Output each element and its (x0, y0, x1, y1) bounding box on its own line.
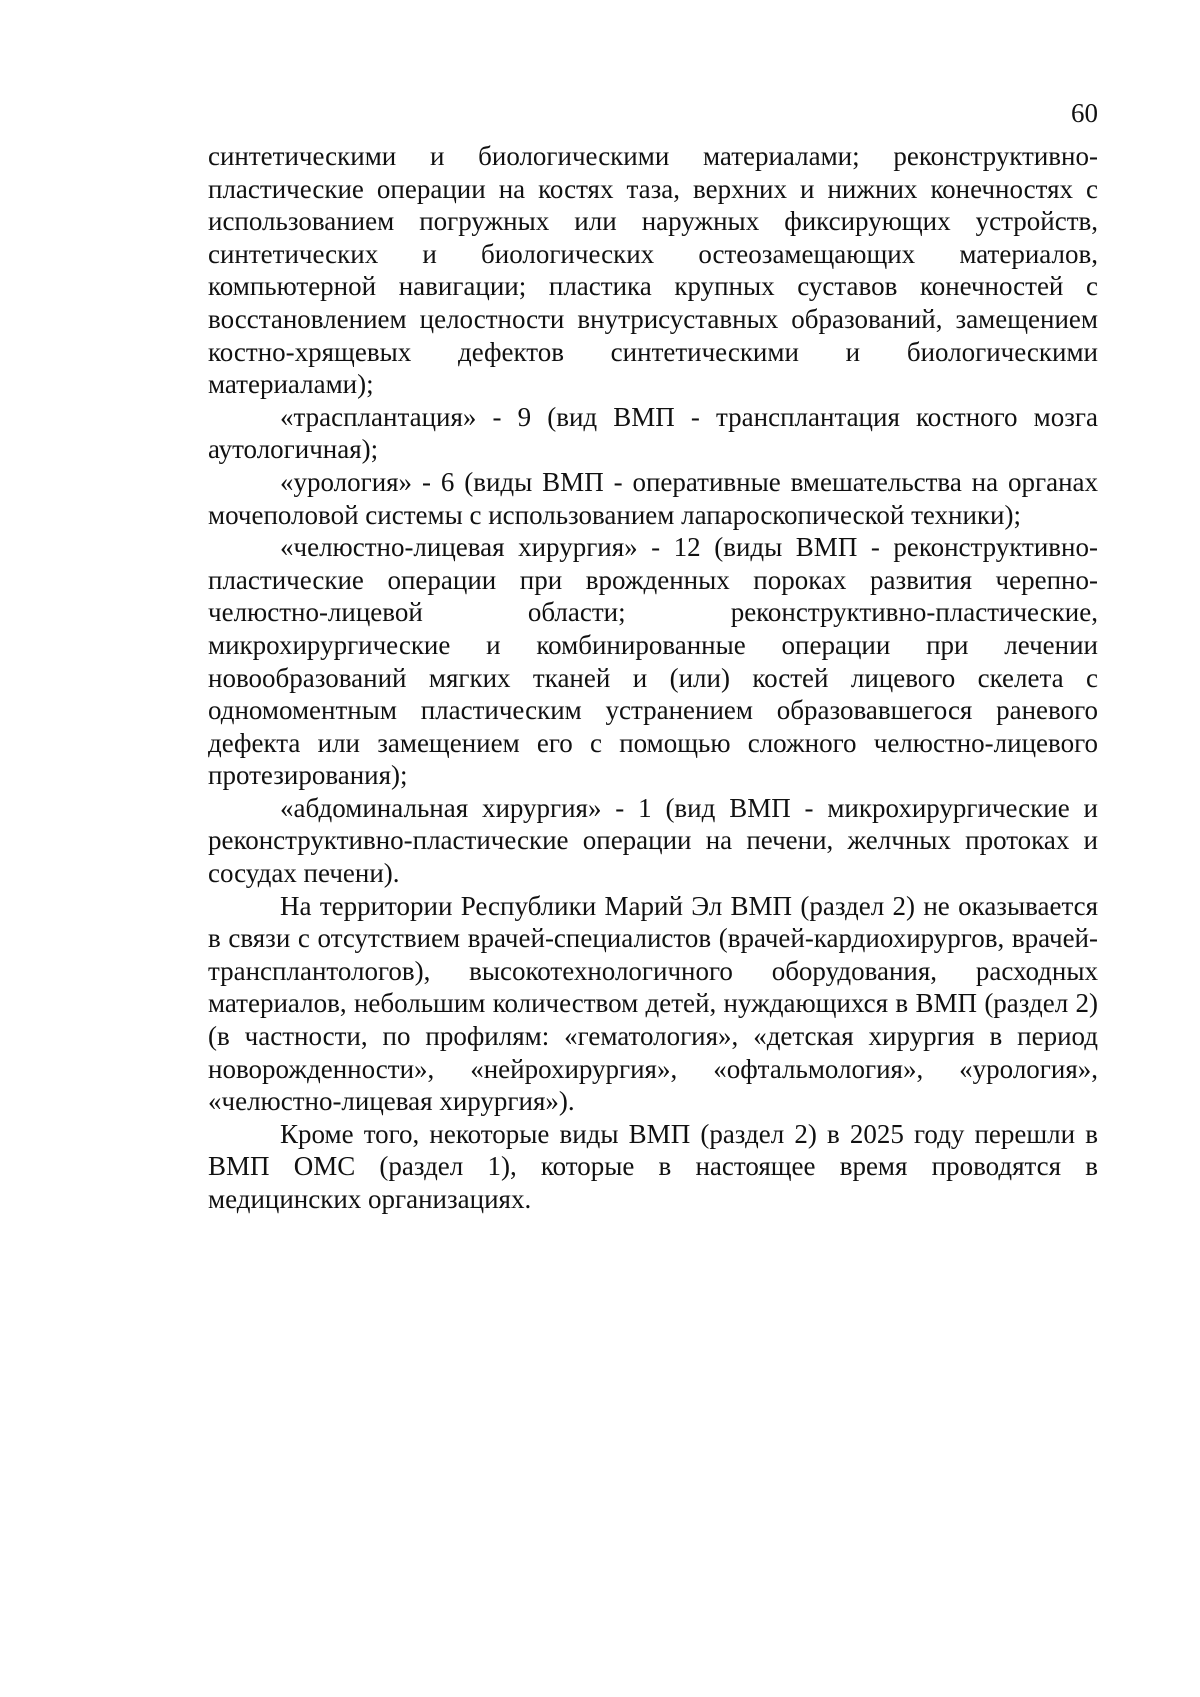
paragraph-abdominal-surgery: «абдоминальная хирургия» - 1 (вид ВМП - микрохирургические и реконструктивно-пластические операции на печени, желчных протоках и сосудах печени). (208, 792, 1098, 889)
paragraph-continuation: синтетическими и биологическими материалами; реконструктивно-пластические операции на костях таза, верхних и нижних конечностях с использованием погружных или наружных фиксирующих устройств, синтетических и биологических остеозамещающих материалов, компьютерной навигации; пластика крупных суставов конечностей с восстановлением целостности внутрисуставных образований, замещением костно-хрящевых дефектов синтетическими и биологическими материалами); (208, 141, 1098, 400)
paragraph-transplantation: «трасплантация» - 9 (вид ВМП - трансплантация костного мозга аутологичная); (208, 401, 1098, 465)
paragraph-vmp-transition: Кроме того, некоторые виды ВМП (раздел 2) в 2025 году перешли в ВМП ОМС (раздел 1), которые в настоящее время проводятся в медицинских организациях. (208, 1118, 1098, 1214)
paragraph-maxillofacial-surgery: «челюстно-лицевая хирургия» - 12 (виды ВМП - реконструктивно-пластические операции при врожденных пороках развития черепно-челюстно-лицевой области; реконструктивно-пластические, микрохирургические и комбинированные операции при лечении новообразований мягких тканей и (или) костей лицевого скелета с одномоментным пластическим устранением образовавшегося раневого дефекта или замещением его с помощью сложного челюстно-лицевого протезирования); (208, 532, 1098, 791)
paragraph-mari-el-territory: На территории Республики Марий Эл ВМП (раздел 2) не оказывается в связи с отсутствием врачей-специалистов (врачей-кардиохирургов, врачей-трансплантологов), высокотехнологичного оборудования, расходных материалов, небольшим количеством детей, нуждающихся в ВМП (раздел 2) (в частности, по профилям: «гематология», «детская хирургия в период новорожденности», «нейрохирургия», «офтальмология», «урология», «челюстно-лицевая хирургия»). (208, 890, 1098, 1117)
document-body (208, 140, 1098, 1216)
paragraph-urology: «урология» - 6 (виды ВМП - оперативные вмешательства на органах мочеполовой системы с использованием лапароскопической техники); (208, 466, 1098, 530)
page-number: 60 (1071, 98, 1098, 128)
